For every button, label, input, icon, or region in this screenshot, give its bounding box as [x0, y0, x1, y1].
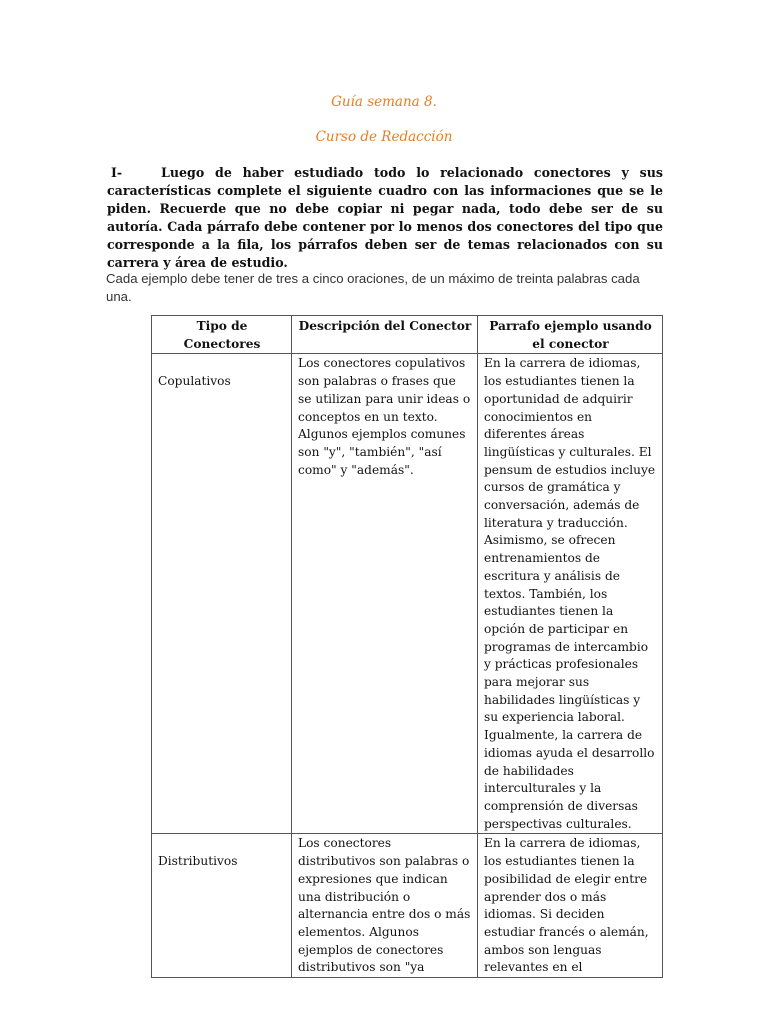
example-note: Cada ejemplo debe tener de tres a cinco oraciones, de un máximo de treinta palabras cada una.: [106, 271, 640, 304]
row-description: Los conectores distributivos son palabras o expresiones que indican una distribución o alternancia entre dos o más elementos. Algunos ejemplos de conectores distributivos son "ya: [298, 836, 471, 975]
table-header-row: [152, 316, 663, 354]
row-type: Distributivos: [152, 834, 292, 978]
header-description: Descripción del Conector: [292, 316, 478, 354]
table-row: [152, 834, 663, 978]
row-type: Copulativos: [152, 354, 292, 834]
instructions-paragraph: [107, 164, 663, 272]
header-example: Parrafo ejemplo usando el conector: [478, 316, 663, 354]
row-description-cell: [292, 834, 478, 978]
table-row: [152, 354, 663, 834]
instructions-text: Luego de haber estudiado todo lo relacionado conectores y sus características complete el siguiente cuadro con las informaciones que se le piden. Recuerde que no debe copiar ni pegar nada, todo debe ser de su autoría. Cada párrafo debe contener por lo menos dos conectores del tipo que corresponde a la fila, los párrafos deben ser de temas relacionados con su carrera y área de estudio.: [107, 165, 663, 270]
connectors-table: [151, 315, 663, 978]
row-example-cell: [478, 834, 663, 978]
document-title: Guía semana 8.: [331, 94, 437, 110]
row-example: En la carrera de idiomas, los estudiantes tienen la oportunidad de adquirir conocimientos en diferentes áreas lingüísticas y culturales. El pensum de estudios incluye cursos de gramática y conversación, además de literatura y traducción. Asimismo, se ofrecen entrenamientos de escritura y análisis de textos. También, los estudiantes tienen la opción de participar en programas de intercambio y prácticas profesionales para mejorar sus habilidades lingüísticas y su experiencia laboral. Igualmente, la carrera de idiomas ayuda el desarrollo de habilidades interculturales y la comprensión de diversas perspectivas culturales.: [478, 354, 663, 834]
header-type: Tipo de Conectores: [152, 316, 292, 354]
section-number: I-: [111, 165, 123, 180]
course-subtitle: Curso de Redacción: [315, 129, 453, 145]
row-description: Los conectores copulativos son palabras o frases que se utilizan para unir ideas o conceptos en un texto. Algunos ejemplos comunes son "y", "también", "así como" y "además".: [292, 354, 478, 834]
row-example: En la carrera de idiomas, los estudiantes tienen la posibilidad de elegir entre aprender dos o más idiomas. Si deciden estudiar francés o alemán, ambos son lenguas relevantes en el: [484, 836, 649, 975]
